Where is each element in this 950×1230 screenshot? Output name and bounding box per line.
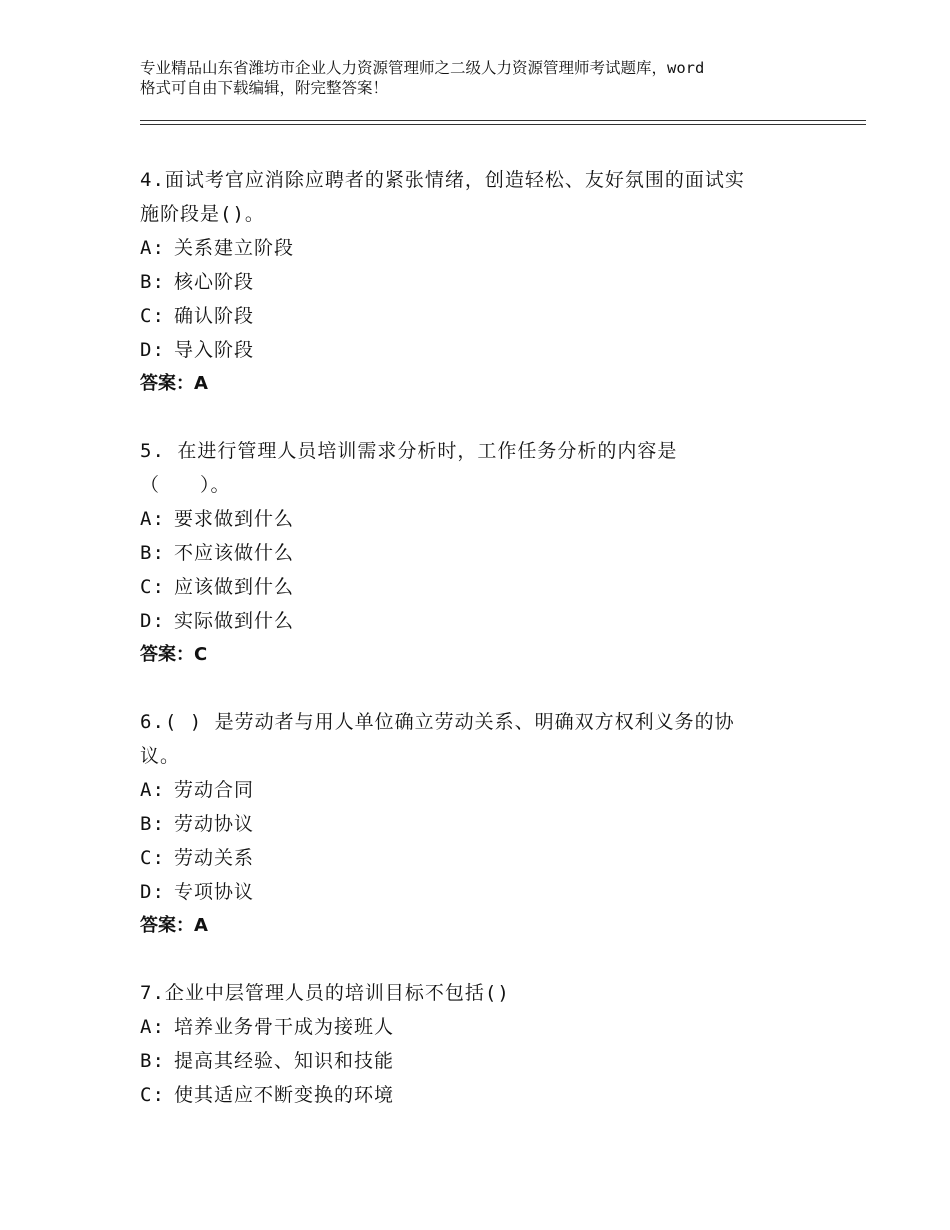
option-letter: C: xyxy=(140,576,165,598)
option-text: 不应该做什么 xyxy=(174,542,295,564)
option-letter: B: xyxy=(140,271,165,293)
option-text: 导入阶段 xyxy=(174,339,255,361)
option-letter: B: xyxy=(140,813,165,835)
option-text: 实际做到什么 xyxy=(174,610,295,632)
option-text: 劳动合同 xyxy=(174,779,255,801)
option-d xyxy=(140,333,820,367)
option-letter: B: xyxy=(140,542,165,564)
option-d xyxy=(140,604,820,638)
option-text: 使其适应不断变换的环境 xyxy=(174,1084,395,1106)
option-letter: D: xyxy=(140,610,165,632)
option-letter: D: xyxy=(140,339,165,361)
option-b xyxy=(140,1044,820,1078)
question-stem xyxy=(140,163,820,231)
document-header xyxy=(140,58,840,98)
question-stem-line: 7.企业中层管理人员的培训目标不包括() xyxy=(140,982,510,1004)
option-a xyxy=(140,1010,820,1044)
question-stem-line: （ ）。 xyxy=(140,474,231,496)
option-letter: A: xyxy=(140,237,165,259)
question-stem xyxy=(140,705,820,773)
answer-label: 答案：A xyxy=(140,373,208,394)
option-letter: C: xyxy=(140,1084,165,1106)
option-letter: A: xyxy=(140,508,165,530)
option-c xyxy=(140,299,820,333)
option-letter: A: xyxy=(140,779,165,801)
option-c xyxy=(140,1078,820,1112)
option-c xyxy=(140,570,820,604)
question-stem-line: 6.( ) 是劳动者与用人单位确立劳动关系、明确双方权利义务的协 xyxy=(140,711,735,733)
option-a xyxy=(140,231,820,265)
header-divider xyxy=(140,120,866,125)
option-b xyxy=(140,265,820,299)
option-text: 应该做到什么 xyxy=(174,576,295,598)
option-text: 劳动协议 xyxy=(174,813,255,835)
question-stem-line: 5. 在进行管理人员培训需求分析时，工作任务分析的内容是 xyxy=(140,440,678,462)
header-line-2: 格式可自由下载编辑，附完整答案！ xyxy=(140,79,389,97)
option-b xyxy=(140,536,820,570)
option-d xyxy=(140,875,820,909)
question-5 xyxy=(140,434,820,672)
option-letter: D: xyxy=(140,881,165,903)
question-stem-line: 议。 xyxy=(140,745,181,767)
question-4 xyxy=(140,163,820,401)
option-text: 确认阶段 xyxy=(174,305,255,327)
option-letter: C: xyxy=(140,305,165,327)
question-list xyxy=(140,163,820,1145)
option-a xyxy=(140,502,820,536)
answer-label: 答案：C xyxy=(140,644,208,665)
option-text: 专项协议 xyxy=(174,881,255,903)
question-stem xyxy=(140,434,820,502)
option-text: 培养业务骨干成为接班人 xyxy=(174,1016,395,1038)
option-text: 关系建立阶段 xyxy=(174,237,295,259)
option-text: 要求做到什么 xyxy=(174,508,295,530)
question-6 xyxy=(140,705,820,943)
header-line-1: 专业精品山东省潍坊市企业人力资源管理师之二级人力资源管理师考试题库，word xyxy=(140,59,705,77)
option-text: 核心阶段 xyxy=(174,271,255,293)
option-letter: C: xyxy=(140,847,165,869)
question-stem-line: 施阶段是()。 xyxy=(140,203,265,225)
option-a xyxy=(140,773,820,807)
option-c xyxy=(140,841,820,875)
question-7 xyxy=(140,976,820,1112)
answer-label: 答案：A xyxy=(140,915,208,936)
question-stem xyxy=(140,976,820,1010)
option-letter: B: xyxy=(140,1050,165,1072)
option-letter: A: xyxy=(140,1016,165,1038)
option-text: 劳动关系 xyxy=(174,847,255,869)
option-b xyxy=(140,807,820,841)
question-stem-line: 4.面试考官应消除应聘者的紧张情绪，创造轻松、友好氛围的面试实 xyxy=(140,169,745,191)
option-text: 提高其经验、知识和技能 xyxy=(174,1050,395,1072)
